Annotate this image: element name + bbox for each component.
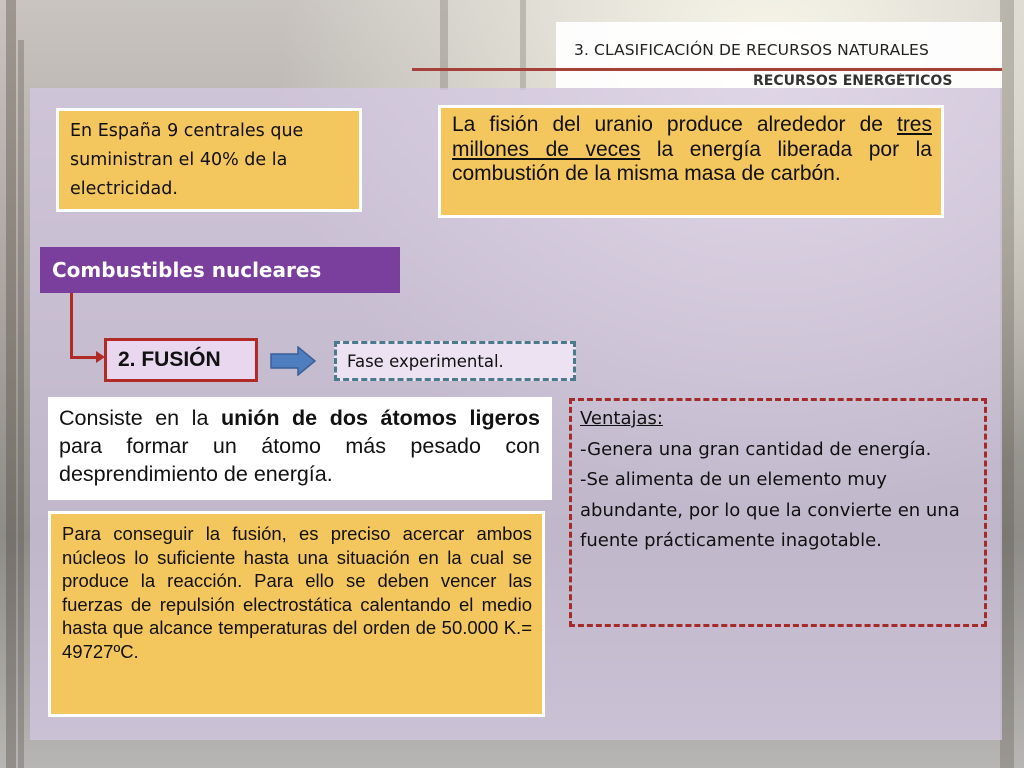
right-arrow-icon: [270, 346, 316, 376]
advantage-item: -Se alimenta de un elemento muy abundante, por lo que la convierte en una fuente prácticamente inagotable.: [580, 469, 960, 551]
conditions-text: Para conseguir la fusión, es preciso acercar ambos núcleos lo suficiente hasta una situación en la cual se produce la reacción. Para ello se deben vencer las fuerzas de repulsión electrostática calentando el medio hasta que alcance temperaturas del orden de 50.000 K.= 49727ºC.: [62, 523, 532, 662]
connector-line-vertical: [70, 293, 73, 359]
page-title: 3. CLASIFICACIÓN DE RECURSOS NATURALES: [574, 41, 929, 59]
definition-part1: Consiste en la: [59, 406, 221, 430]
definition-box: [48, 397, 552, 500]
fission-text-part2: la energía liberada por la combustión de la misma masa de carbón.: [452, 137, 932, 185]
definition-bold: unión de dos átomos ligeros: [220, 406, 540, 430]
fission-text-underlined: tres millones de veces: [452, 113, 932, 161]
header-divider: [412, 68, 1002, 71]
fusion-label: 2. FUSIÓN: [104, 338, 258, 382]
fission-text-part1: La fisión del uranio produce alrededor de: [452, 113, 897, 136]
category-label: Combustibles nucleares: [40, 247, 400, 293]
spain-info-text: En España 9 centrales que suministran el 40% de la electricidad.: [70, 121, 304, 199]
fase-experimental-text: Fase experimental.: [347, 352, 504, 371]
advantages-box: [569, 398, 987, 627]
spain-info-box: [56, 108, 362, 212]
advantages-title: Ventajas:: [580, 408, 663, 429]
definition-part2: para formar un átomo más pesado con desprendimiento de energía.: [59, 434, 540, 486]
fission-info-box: [438, 105, 944, 218]
page-subtitle: RECURSOS ENERGÉTICOS: [753, 73, 953, 88]
advantage-item: -Genera una gran cantidad de energía.: [580, 438, 932, 460]
conditions-box: [48, 511, 545, 717]
fase-experimental-box: [334, 341, 576, 381]
